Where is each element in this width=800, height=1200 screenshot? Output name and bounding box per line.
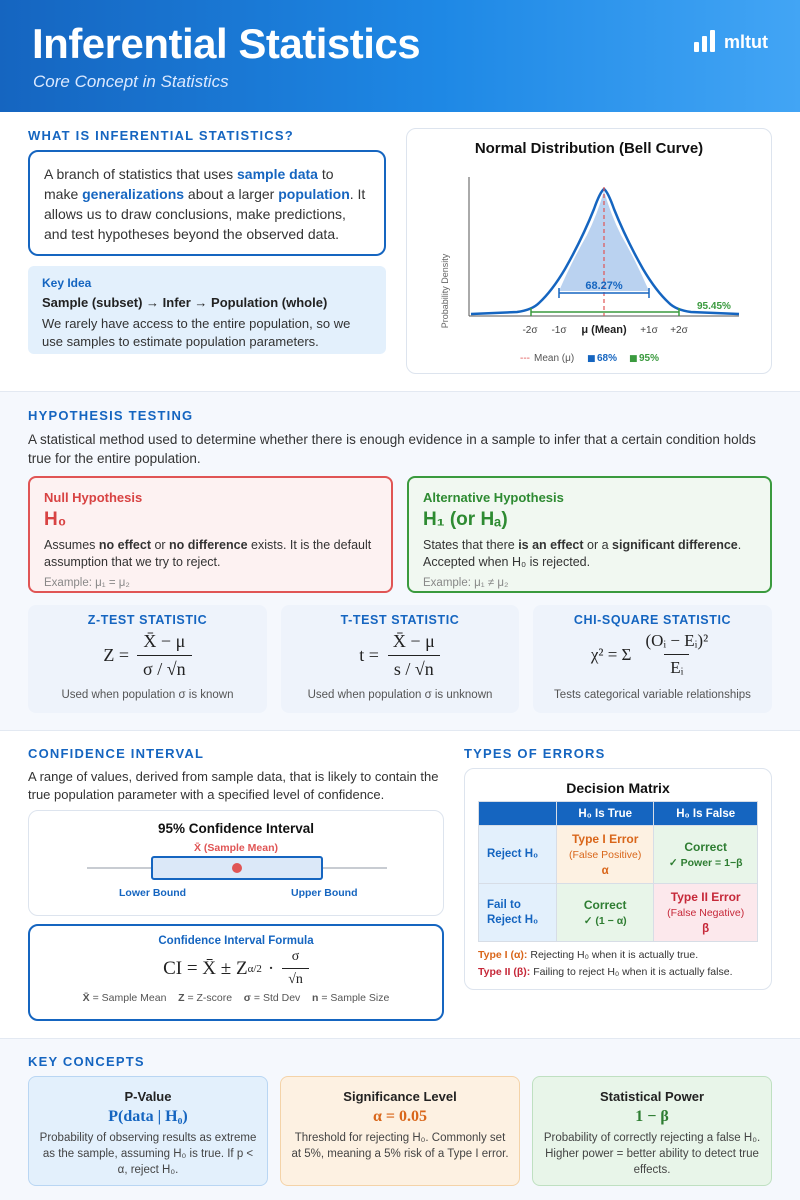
chi-square-formula	[533, 631, 772, 678]
null-hypothesis-symbol: H₀	[44, 509, 67, 530]
row-header-line: Fail to	[487, 898, 521, 911]
legend-mean-label: Mean (μ)	[534, 353, 575, 364]
null-hypothesis-card	[28, 476, 393, 593]
chi-square-desc: Tests categorical variable relationships	[554, 689, 751, 701]
concept-desc: Probability of observing results as extreme as the sample, assuming H₀ is true. If p < α, reject H₀.	[39, 1132, 257, 1176]
decision-matrix-title: Decision Matrix	[566, 780, 670, 796]
correct-confidence-cell	[557, 884, 654, 942]
concept-desc: Threshold for rejecting H₀. Commonly set at 5%, meaning a 5% risk of a Type I error.	[291, 1132, 509, 1160]
concept-title: Significance Level	[343, 1089, 457, 1104]
p-value-card	[28, 1076, 268, 1186]
confidence-intro: A range of values, derived from sample data, that is likely to contain the true population parameter with a specified level of confidence.	[28, 769, 439, 802]
cell-title: Type I Error	[571, 831, 639, 846]
t-test-title: T-TEST STATISTIC	[340, 613, 460, 627]
formula-numerator: X̄ − μ	[392, 631, 435, 651]
formula-lhs: χ² = Σ	[590, 644, 632, 664]
annotation-95: 95.45%	[697, 301, 731, 312]
definition-text: to make	[44, 166, 334, 202]
desc-text: States that there	[423, 538, 519, 552]
upper-bound-label: Upper Bound	[291, 887, 358, 899]
section-title-what-is: WHAT IS INFERENTIAL STATISTICS?	[28, 128, 294, 143]
cell-sub: (False Positive)	[569, 848, 642, 861]
desc-bold: no difference	[169, 538, 248, 552]
desc-bold: no effect	[98, 538, 151, 552]
legend-symbol: Z	[178, 992, 185, 1004]
legend-symbol: X̄	[82, 992, 90, 1004]
definition-text: A branch of statistics that uses	[44, 166, 237, 182]
definition-keyword: generalizations	[82, 186, 185, 202]
ci-diagram-card	[28, 810, 444, 916]
desc-bold: significant difference	[612, 538, 738, 552]
logo-bar-icon	[702, 36, 707, 52]
concept-formula: α = 0.05	[372, 1108, 428, 1125]
formula-numerator: (Oᵢ − Eᵢ)²	[645, 631, 709, 650]
formula-fraction	[387, 631, 441, 680]
t-test-formula	[281, 631, 519, 680]
note-label: Type II (β):	[478, 966, 531, 978]
t-test-desc: Used when population σ is unknown	[307, 689, 493, 701]
ci-formula	[30, 949, 442, 988]
matrix-col-header: H₀ Is True	[557, 802, 654, 826]
ci-diagram-title: 95% Confidence Interval	[157, 821, 315, 836]
section-title-key-concepts: KEY CONCEPTS	[28, 1054, 145, 1069]
legend-text: = Sample Size	[321, 992, 390, 1004]
alt-hypothesis-example: Example: μ₁ ≠ μ₂	[423, 577, 509, 589]
matrix-header-row	[479, 802, 758, 826]
z-test-desc: Used when population σ is known	[61, 689, 234, 701]
legend-text: = Std Dev	[253, 992, 301, 1004]
formula-fraction	[639, 631, 714, 678]
x-tick-label: +2σ	[670, 325, 688, 336]
note-label: Type I (α):	[478, 949, 528, 961]
correct-power-cell	[654, 826, 758, 884]
matrix-row	[479, 826, 758, 884]
type-ii-note	[478, 966, 733, 978]
sample-mean-label: X̄ (Sample Mean)	[193, 842, 279, 854]
type-ii-error-cell	[654, 884, 758, 942]
cell-symbol: α	[601, 864, 609, 877]
z-test-card	[28, 605, 267, 713]
z-test-formula	[28, 631, 267, 680]
significance-level-card	[280, 1076, 520, 1186]
cell-title: Correct	[583, 897, 627, 912]
bell-curve-chart	[407, 129, 773, 375]
hypothesis-intro: A statistical method used to determine whether there is enough evidence in a sample to infer that a certain condition holds true for the entire population.	[28, 432, 756, 466]
decision-matrix	[478, 801, 758, 942]
cell-sub: (False Negative)	[667, 906, 745, 919]
shade-68-area	[559, 191, 649, 291]
legend-68-marker: ■	[587, 354, 596, 364]
type-i-error-cell	[557, 826, 654, 884]
x-tick-label: -1σ	[551, 325, 567, 336]
alt-hypothesis-label: Alternative Hypothesis	[423, 490, 564, 505]
ci-formula-lhs: CI = X̄ ± Z	[163, 957, 248, 979]
matrix-row-header: Reject H₀	[479, 826, 557, 884]
ci-formula-legend	[30, 992, 442, 1004]
logo-bar-icon	[694, 42, 699, 52]
page-subtitle: Core Concept in Statistics	[33, 72, 229, 91]
cell-symbol: β	[702, 922, 710, 935]
ci-formula-denominator: √n	[282, 968, 309, 988]
ci-formula-numerator: σ	[291, 949, 300, 964]
legend-68-label: 68%	[597, 353, 618, 364]
note-text: Failing to reject H₀ when it is actually false.	[530, 966, 733, 978]
matrix-col-header: H₀ Is False	[654, 802, 758, 826]
desc-text: . Accepted when H₀ is rejected.	[423, 538, 742, 569]
concept-formula: 1 − β	[635, 1108, 669, 1125]
section-title-errors: TYPES OF ERRORS	[464, 746, 606, 761]
key-idea-flow: Sample (subset) → Infer → Population (whole)	[42, 295, 328, 310]
concept-formula: P(data | H₀)	[108, 1108, 188, 1125]
ci-formula-fraction	[282, 949, 309, 988]
legend-95-label: 95%	[639, 353, 660, 364]
decision-matrix-card	[464, 768, 772, 990]
formula-lhs: t =	[359, 645, 379, 665]
ci-formula-card	[28, 924, 444, 1021]
row-header-line: Reject H₀	[487, 913, 539, 926]
section-title-confidence: CONFIDENCE INTERVAL	[28, 746, 205, 761]
legend-text: = Z-score	[187, 992, 233, 1004]
legend-symbol: σ	[243, 992, 251, 1004]
chi-square-card	[533, 605, 772, 713]
chi-square-title: CHI-SQUARE STATISTIC	[573, 613, 732, 627]
logo-text: mltut	[724, 32, 768, 52]
x-tick-label: μ (Mean)	[581, 324, 627, 336]
formula-lhs: Z =	[103, 645, 130, 665]
definition-keyword: population	[278, 186, 350, 202]
type-i-note	[478, 949, 698, 961]
formula-denominator: σ / √n	[137, 655, 192, 680]
page-title: Inferential Statistics	[32, 20, 421, 67]
ci-formula-dot: ·	[267, 957, 275, 979]
key-idea-box	[28, 266, 386, 354]
formula-fraction	[137, 631, 192, 680]
matrix-row	[479, 884, 758, 942]
header-banner	[0, 0, 800, 112]
t-test-card	[281, 605, 519, 713]
y-axis-label: Probability Density	[440, 253, 450, 329]
cell-sub: ✓ (1 − α)	[583, 914, 627, 927]
alt-hypothesis-card	[407, 476, 772, 593]
formula-denominator: s / √n	[388, 655, 440, 680]
formula-numerator: X̄ − μ	[143, 631, 186, 651]
desc-text: or a	[583, 538, 613, 552]
matrix-corner	[479, 802, 557, 826]
concept-title: P-Value	[124, 1089, 172, 1104]
logo-bar-icon	[710, 30, 715, 52]
null-hypothesis-label: Null Hypothesis	[44, 490, 143, 505]
definition-box	[28, 150, 386, 256]
chart-title: Normal Distribution (Bell Curve)	[474, 140, 704, 157]
key-idea-text: We rarely have access to the entire population, so we use samples to estimate population parameters.	[42, 316, 351, 349]
key-idea-label: Key Idea	[42, 276, 92, 290]
z-test-title: Z-TEST STATISTIC	[87, 613, 208, 627]
cell-title: Type II Error	[670, 889, 741, 904]
desc-text: exists. It is the default assumption that we try to reject.	[44, 538, 372, 569]
section-title-hypothesis: HYPOTHESIS TESTING	[28, 408, 194, 423]
legend-text: = Sample Mean	[92, 992, 167, 1004]
legend-mean-marker: ---	[520, 353, 530, 364]
legend-symbol: n	[311, 992, 319, 1004]
cell-sub: ✓ Power = 1−β	[668, 856, 743, 869]
definition-text: . It allows us to draw conclusions, make predictions, and test hypotheses beyond the observed data.	[44, 186, 366, 242]
alt-hypothesis-symbol: H₁ (or Hₐ)	[423, 509, 508, 530]
ci-formula-subscript: α/2	[247, 962, 262, 975]
desc-text: or	[150, 538, 170, 552]
null-hypothesis-desc	[44, 537, 377, 571]
sample-mean-dot	[232, 863, 242, 873]
lower-bound-label: Lower Bound	[119, 887, 187, 899]
x-tick-label: -2σ	[522, 325, 538, 336]
desc-bold: is an effect	[518, 538, 584, 552]
concept-title: Statistical Power	[599, 1089, 705, 1104]
legend-95-marker: ■	[629, 354, 638, 364]
desc-text: Assumes	[44, 538, 99, 552]
null-hypothesis-example: Example: μ₁ = μ₂	[44, 577, 130, 589]
bell-curve-card	[406, 128, 772, 374]
alt-hypothesis-desc	[423, 537, 756, 571]
ci-formula-title: Confidence Interval Formula	[158, 935, 314, 947]
formula-denominator: Eᵢ	[664, 654, 689, 678]
annotation-68: 68.27%	[585, 280, 623, 292]
cell-title: Correct	[684, 839, 728, 854]
logo	[694, 30, 768, 52]
ci-diagram	[29, 855, 445, 891]
x-tick-label: +1σ	[640, 325, 658, 336]
matrix-row-header	[479, 884, 557, 942]
statistical-power-card	[532, 1076, 772, 1186]
note-text: Rejecting H₀ when it is actually true.	[527, 949, 699, 961]
definition-text: about a larger	[184, 186, 279, 202]
definition-keyword: sample data	[237, 166, 318, 182]
concept-desc: Probability of correctly rejecting a false H₀. Higher power = better ability to detect true effects.	[543, 1132, 761, 1176]
